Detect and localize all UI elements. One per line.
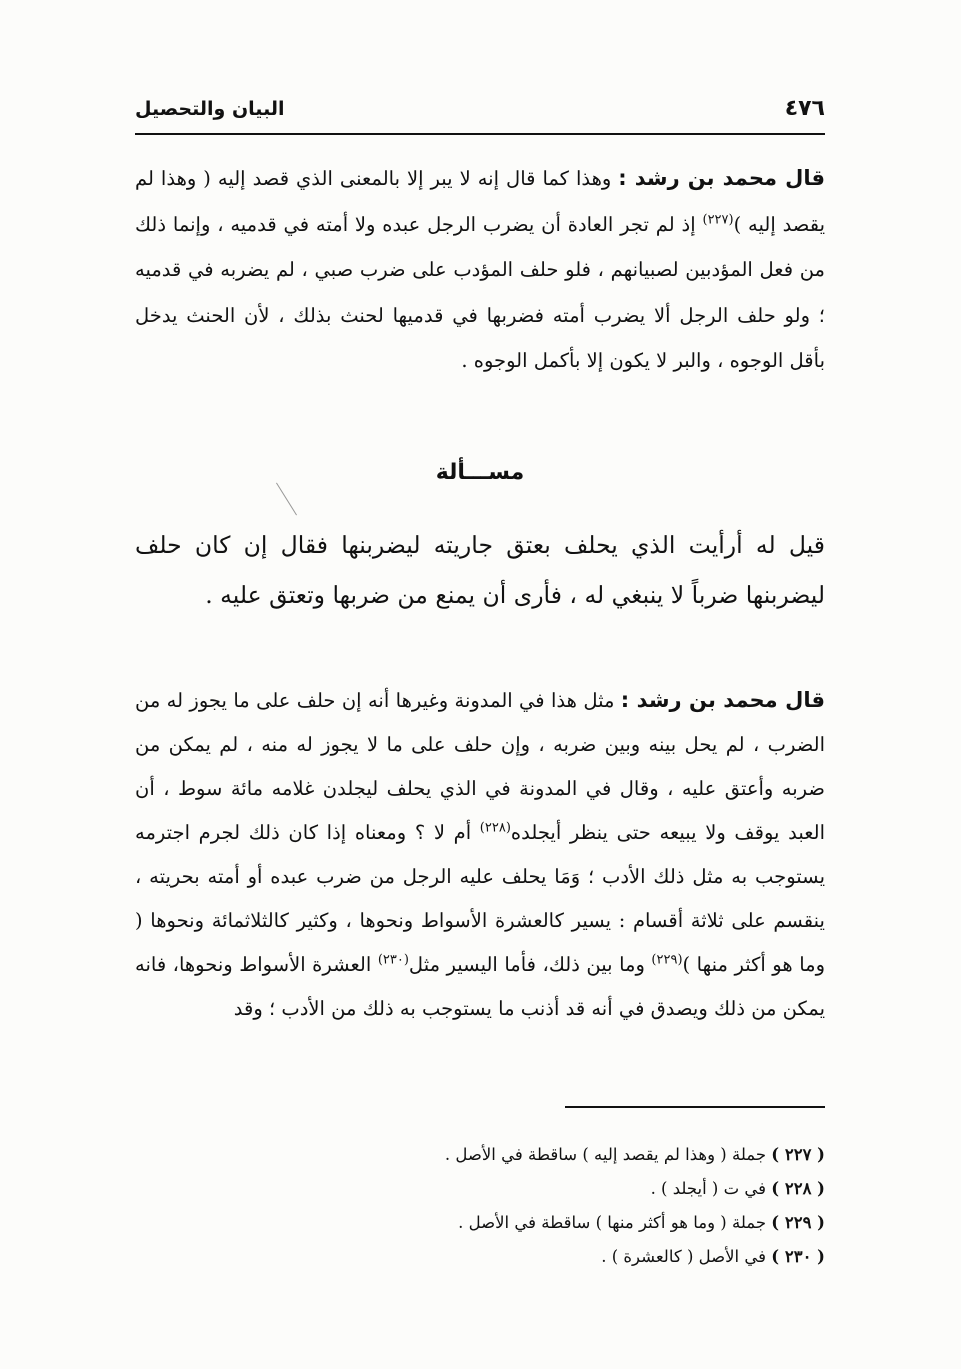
footnote-ref-230: (٢٣٠): [377, 952, 409, 968]
page-number: ٤٧٦: [784, 96, 825, 121]
footnote-229: [300, 1206, 825, 1240]
section-heading: مســـألة: [435, 460, 525, 485]
footnote-228: [300, 1172, 825, 1206]
footnote-text: جملة ( وهذا لم يقصد إليه ) ساقطة في الأصل .: [444, 1145, 767, 1164]
paragraph-text: مثل هذا في المدونة وغيرها أنه إن حلف على ما يجوز له من الضرب ، لم يحل بينه وبين ضربه ، وإن حلف على ما لا يجوز له منه ، لم يمكن من ضربه وأعتق عليه ، وقال في المدونة في الذي يحلف ليجلدن غلامه مائة سوط ، أن العبد يوقف ولا يبيعه حتى ينظر أيجلده: [135, 689, 825, 844]
footnote-number: ( ٢٣٠ ): [771, 1247, 825, 1266]
footnote-number: ( ٢٢٩ ): [771, 1213, 825, 1232]
footnote-ref-227: (٢٢٧): [702, 212, 734, 228]
speaker-label: قال محمد بن رشد :: [620, 688, 826, 712]
commentary-paragraph-1: [135, 156, 825, 384]
footnote-text: جملة ( وما هو أكثر منها ) ساقطة في الأصل .: [458, 1213, 767, 1232]
header-divider: [135, 133, 825, 135]
paragraph-text: إذ لم تجر العادة أن يضرب الرجل عبده ولا أمته في قدميه ، وإنما ذلك من فعل المؤدبين لصبيانهم ، فلو حلف المؤدب على ضرب صبي ، لم يضربه في قدميه ؛ ولو حلف الرجل ألا يضرب أمته فضربها في قدميها لحنث بذلك ، لأن الحنث يدخل بأقل الوجوه ، والبر لا يكون إلا بأكمل الوجوه .: [135, 212, 825, 373]
scan-mark: [276, 483, 297, 516]
question-paragraph: قيل له أرأيت الذي يحلف بعتق جاريته ليضربنها فقال إن كان حلف ليضربنها ضرباً لا ينبغي له ، فأرى أن يمنع من ضربها وتعتق عليه .: [135, 531, 825, 609]
footnote-ref-228: (٢٢٨): [479, 820, 511, 836]
footnote-227: [300, 1138, 825, 1172]
footnotes: [300, 1138, 825, 1274]
speaker-label: قال محمد بن رشد :: [618, 166, 825, 190]
footnote-230: [300, 1240, 825, 1274]
footnote-number: ( ٢٢٧ ): [771, 1145, 825, 1164]
paragraph-text: أم لا ؟ ومعناه إذا كان ذلك لجرم اجترمه يستوجب به مثل ذلك الأدب ؛ وَمَا يحلف عليه الرجل من ضرب عبده أو أمته بحريته ، ينقسم على ثلاثة أقسام : يسير كالعشرة الأسواط ونحوها ، وكثير كالثلاثمائة ونحوها ( وما هو أكثر منها ): [135, 821, 825, 976]
paragraph-text: وما بين ذلك، فأما اليسير مثل: [408, 953, 645, 976]
footnote-divider: [565, 1106, 825, 1108]
footnote-number: ( ٢٢٨ ): [771, 1179, 825, 1198]
commentary-paragraph-2: [135, 678, 825, 1031]
book-title: البيان والتحصيل: [135, 98, 285, 120]
footnote-ref-229: (٢٢٩): [651, 952, 683, 968]
footnote-text: في ت ( أيجلد ) .: [650, 1179, 767, 1198]
footnote-text: في الأصل ( كالعشرة ) .: [601, 1247, 767, 1266]
paragraph-text: وهذا كما قال إنه لا يبر إلا بالمعنى الذي قصد إليه ( وهذا لم يقصد إليه ): [135, 167, 826, 236]
page-header: [135, 96, 825, 126]
paragraph-text: العشرة الأسواط ونحوها، فانه يمكن من ذلك ويصدق في أنه قد أذنب ما يستوجب به ذلك من الأدب ؛ وقد: [135, 953, 825, 1020]
